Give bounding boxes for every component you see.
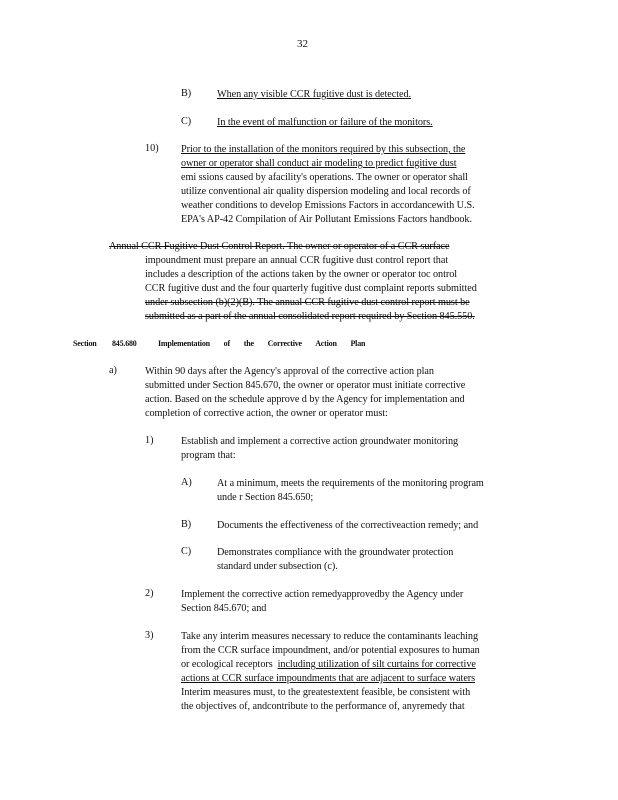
sub-1a-label: A): [181, 477, 192, 488]
sub-1b-label: B): [181, 519, 192, 530]
sub-2-line-2: Section 845.670; and: [181, 603, 267, 614]
sub-3-label: 3): [145, 630, 154, 641]
item-b-text: [217, 88, 439, 102]
item-10-line-1: Prior to the installation of the monitors required by this subsection, the: [181, 144, 466, 155]
item-10-line-6: EPA's AP-42 Compilation of Air Pollutant Emissions Factors handbook.: [181, 214, 472, 225]
annual-report-line-2: impoundment must prepare an annual CCR fugitive dust control report that: [145, 255, 449, 266]
sub-a-line-3: action. Based on the schedule approve d by the Agency for implementation and: [145, 394, 465, 405]
sub-1-label: 1): [145, 435, 154, 446]
annual-report-line-6: submitted as a part of the annual consolidated report required by Section 845.550.: [145, 311, 475, 322]
item-c-label: C): [181, 116, 192, 127]
item-10-line-4: utilize conventional air quality dispersion modeling and local records of: [181, 186, 471, 197]
item-b-label: B): [181, 88, 192, 99]
page-number: 32: [297, 38, 308, 50]
sub-1a-line-1: At a minimum, meets the requirements of the monitoring program: [217, 478, 484, 489]
sub-a-label: a): [109, 365, 117, 376]
section-title: Implementation of the Corrective Action Plan: [158, 339, 366, 348]
sub-a-line-4: completion of corrective action, the owner or operator must:: [145, 408, 388, 419]
annual-report-line-3: includes a description of the actions taken by the owner or operator toc ontrol: [145, 269, 458, 280]
item-b-underlined-text: When any visible CCR fugitive dust is detected.: [217, 89, 412, 100]
sub-1-line-2: program that:: [181, 450, 236, 461]
sub-3-line-5: Interim measures must, to the greatestextent feasible, be consistent with: [181, 687, 471, 698]
sub-2-line-1: Implement the corrective action remedyapprovedby the Agency under: [181, 589, 464, 600]
item-10-line-2: owner or operator shall conduct air modeling to predict fugitive dust: [181, 158, 457, 169]
sub-3-line-3-plain: or ecological receptors: [181, 659, 273, 670]
item-10-label: 10): [145, 143, 159, 154]
sub-1b-text: Documents the effectiveness of the correctiveaction remedy; and: [217, 520, 479, 531]
item-10-line-3: emi ssions caused by afacility's operations. The owner or operator shall: [181, 172, 468, 183]
item-c-underlined-text: In the event of malfunction or failure of the monitors.: [217, 117, 433, 128]
section-label: Section: [73, 339, 97, 348]
sub-3-line-1: Take any interim measures necessary to reduce the contaminants leaching: [181, 631, 478, 642]
sub-1c-label: C): [181, 546, 192, 557]
annual-report-line-1: Annual CCR Fugitive Dust Control Report. The owner or operator of a CCR surface: [109, 241, 450, 252]
sub-3-line-3-underlined: including utilization of silt curtains for corrective: [277, 659, 476, 670]
item-c-text: [217, 116, 467, 130]
sub-1a-line-2: unde r Section 845.650;: [217, 492, 314, 503]
sub-1-line-1: Establish and implement a corrective action groundwater monitoring: [181, 436, 459, 447]
section-number: 845.680: [112, 339, 137, 348]
sub-3-line-2: from the CCR surface impoundment, and/or potential exposures to human: [181, 645, 480, 656]
sub-1c-line-1: Demonstrates compliance with the groundwater protection: [217, 547, 454, 558]
sub-1c-line-2: standard under subsection (c).: [217, 561, 338, 572]
sub-a-line-2: submitted under Section 845.670, the owner or operator must initiate corrective: [145, 380, 466, 391]
sub-3-line-3: [181, 658, 476, 672]
annual-report-line-5: under subsection (b)(2)(B). The annual CCR fugitive dust control report must be: [145, 297, 470, 308]
sub-3-line-4: actions at CCR surface impoundments that are adjacent to surface waters: [181, 673, 476, 684]
annual-report-line-4: CCR fugitive dust and the four quarterly fugitive dust complaint reports submitted: [145, 283, 477, 294]
item-10-line-5: weather conditions to develop Emissions Factors in accordancewith U.S.: [181, 200, 475, 211]
sub-a-line-1: Within 90 days after the Agency's approval of the corrective action plan: [145, 366, 434, 377]
sub-3-line-6: the objectives of, andcontribute to the performance of, anyremedy that: [181, 701, 465, 712]
sub-2-label: 2): [145, 588, 154, 599]
